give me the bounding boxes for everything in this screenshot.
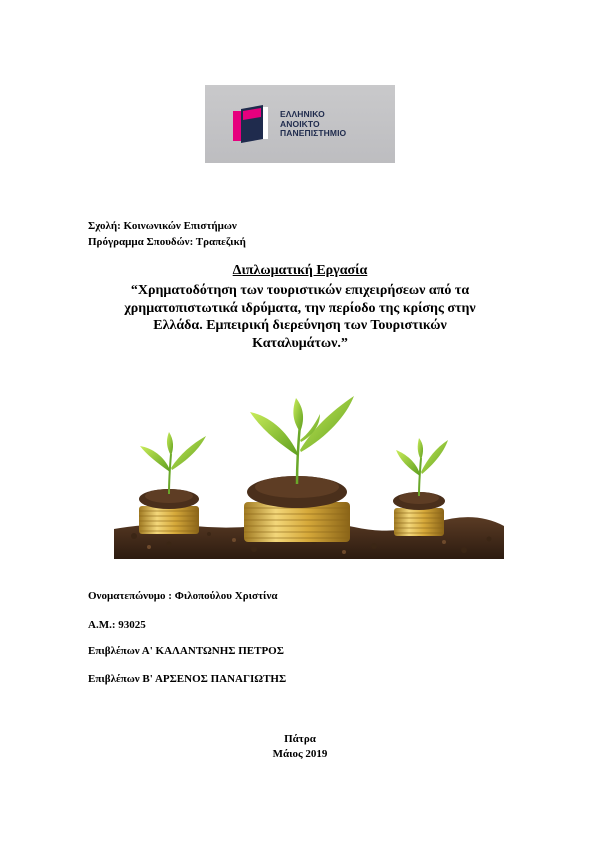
student-id-value: 93025 — [118, 619, 146, 631]
logo-text — [280, 110, 346, 139]
footer-date: Μάιος 2019 — [272, 748, 328, 760]
plants-on-coins-image — [114, 384, 504, 559]
supervisor-b-label: Επιβλέπων Β' — [88, 673, 153, 685]
student-id-label: Α.Μ.: — [88, 619, 116, 631]
supervisor-a-value: ΚΑΛΑΝΤΩΝΗΣ ΠΕΤΡΟΣ — [155, 645, 284, 657]
eap-logo-icon — [233, 105, 277, 145]
author-line — [88, 590, 278, 602]
supervisor-a-label: Επιβλέπων Α' — [88, 645, 153, 657]
program-label: Πρόγραμμα Σπουδών: — [88, 236, 194, 248]
author-label: Ονοματεπώνυμο : — [88, 590, 172, 602]
program-line — [88, 236, 246, 248]
logo-line-3: ΠΑΝΕΠΙΣΤΗΜΙΟ — [280, 128, 347, 138]
school-label: Σχολή: — [88, 220, 121, 232]
supervisor-a-line — [88, 645, 284, 657]
thesis-title-line: Καταλυμάτων.” — [252, 335, 348, 351]
school-value: Κοινωνικών Επιστήμων — [123, 220, 237, 232]
thesis-heading: Διπλωματική Εργασία — [232, 263, 368, 278]
logo-line-1: ΕΛΛΗΝΙΚΟ — [280, 109, 325, 119]
thesis-title — [70, 282, 530, 352]
thesis-title-line: Ελλάδα. Εμπειρική διερεύνηση των Τουριστικών — [153, 318, 447, 333]
footer-city: Πάτρα — [284, 733, 316, 745]
supervisor-b-line — [88, 673, 286, 685]
author-value: Φιλοπούλου Χριστίνα — [174, 590, 278, 602]
program-value: Τραπεζική — [195, 236, 246, 248]
school-line — [88, 220, 237, 232]
university-logo — [205, 85, 395, 163]
thesis-title-line: χρηματοπιστωτικά ιδρύματα, την περίοδο της κρίσης στην — [124, 300, 476, 316]
supervisor-b-value: ΑΡΣΕΝΟΣ ΠΑΝΑΓΙΩΤΗΣ — [154, 673, 287, 685]
student-id-line — [88, 619, 146, 631]
logo-line-2: ΑΝΟΙΚΤΟ — [280, 118, 320, 129]
thesis-title-line: “Χρηματοδότηση των τουριστικών επιχειρήσεων από τα — [130, 283, 470, 298]
